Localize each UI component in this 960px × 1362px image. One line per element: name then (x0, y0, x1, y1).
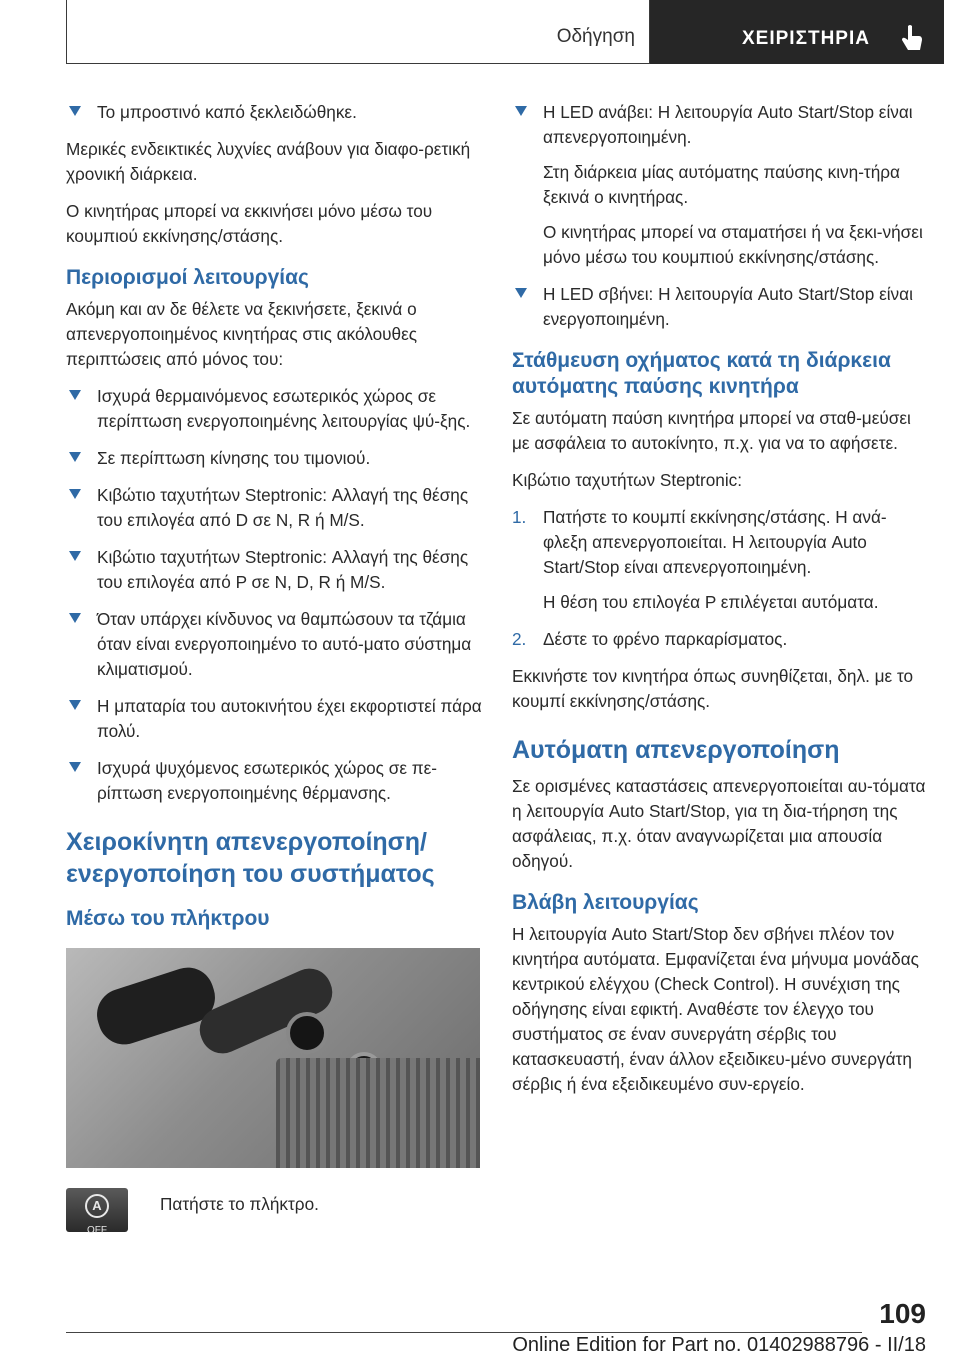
bullet-triangle-icon (515, 106, 527, 116)
page-number: 109 (879, 1298, 926, 1329)
heading-manual: Χειροκίνητη απενεργοποίηση/ ενεργοποίηση του συστήματος (66, 828, 435, 888)
paragraph: Η λειτουργία Auto Start/Stop δεν σβήνει πλέον τον κινητήρα αυτόματα. Εμφανίζεται ένα μήνυμα μονάδας κεντρικού ελέγχου (Check Control). Η συνέχιση της οδήγησης είναι εφικτή. Αναθέστε τον έλεγχο του συστήματος σε έναν συνεργάτη σέρβις του κατασκευαστή, έναν άλλον εξειδικευ‐μένο συνεργάτη σέρβις ή ένα εξειδικευμένο συν‐εργείο. (512, 924, 919, 1094)
bullet-triangle-icon (69, 762, 81, 772)
paragraph: Σε αυτόματη παύση κινητήρα μπορεί να σταθ‐μεύσει με ασφάλεια το αυτοκίνητο, π.χ. για να το αφήσετε. (512, 408, 911, 453)
paragraph: Ο κινητήρας μπορεί να εκκινήσει μόνο μέσω του κουμπιού εκκίνησης/στάσης. (66, 201, 433, 246)
list-item: Κιβώτιο ταχυτήτων Steptronic: Αλλαγή της θέσης του επιλογέα από P σε N, D, R ή M/S. (66, 545, 484, 595)
paragraph: Σε ορισμένες καταστάσεις απενεργοποιείται αυ‐τόματα η λειτουργία Auto Start/Stop, για τη δια‐τήρηση της ασφάλειας, π.χ. όταν αναγνωρίζεται μια απουσία οδηγού. (512, 776, 926, 871)
step-item: 1. Πατήστε το κουμπί εκκίνησης/στάσης. Η ανά‐φλεξη απενεργοποιείται. Η λειτουργία Auto Start/Stop είναι απενεργοποιημένη. Η θέση του επιλογέα P επιλέγεται αυτόματα. (512, 507, 887, 612)
list-item: Ισχυρά θερμαινόμενος εσωτερικός χώρος σε περίπτωση ενεργοποιημένης λειτουργίας ψύ‐ξης. (66, 384, 484, 434)
list-item: Η LED σβήνει: Η λειτουργία Auto Start/Stop είναι ενεργοποιημένη. (512, 282, 926, 332)
heading-auto-off: Αυτόματη απενεργοποίηση (512, 736, 840, 764)
hand-pointer-icon (898, 24, 926, 54)
list-item: Το μπροστινό καπό ξεκλειδώθηκε. (66, 100, 484, 125)
list-item: Όταν υπάρχει κίνδυνος να θαμπώσουν τα τζάμια όταν είναι ενεργοποιημένο το αυτό‐ματο σύστημα κλιματισμού. (66, 607, 484, 682)
heading-button: Μέσω του πλήκτρου (66, 907, 270, 930)
dashboard-photo (66, 948, 480, 1168)
bullet-triangle-icon (69, 452, 81, 462)
heading-fault: Βλάβη λειτουργίας (512, 891, 699, 914)
list-item: Η LED ανάβει: Η λειτουργία Auto Start/Stop είναι απενεργοποιημένη. Στη διάρκεια μίας αυτόματης παύσης κινη‐τήρα ξεκινά ο κινητήρας. Ο κινητήρας μπορεί να σταματήσει ή να ξεκι‐νήσει μόνο μέσω του κουμπιού εκκίνησης/στάσης. (512, 100, 926, 270)
bullet-triangle-icon (69, 551, 81, 561)
caption-text: Πατήστε το πλήκτρο. (160, 1194, 319, 1214)
list-item: Ισχυρά ψυχόμενος εσωτερικός χώρος σε πε‐ρίπτωση ενεργοποιημένης θέρμανσης. (66, 756, 484, 806)
bullet-triangle-icon (515, 288, 527, 298)
bullet-triangle-icon (69, 613, 81, 623)
right-column (512, 100, 926, 1109)
header-section: Οδήγηση (556, 26, 635, 47)
photo-air-vent (276, 1058, 480, 1168)
bullet-triangle-icon (69, 700, 81, 710)
step-item: 2. Δέστε το φρένο παρκαρίσματος. (512, 629, 788, 649)
caption-row (66, 1188, 484, 1236)
list-item: Κιβώτιο ταχυτήτων Steptronic: Αλλαγή της θέσης του επιλογέα από D σε N, R ή M/S. (66, 483, 484, 533)
auto-start-stop-off-icon: A OFF (66, 1188, 128, 1232)
paragraph: Μερικές ενδεικτικές λυχνίες ανάβουν για διαφο‐ρετική χρονική διάρκεια. (66, 139, 471, 184)
list-item: Σε περίπτωση κίνησης του τιμονιού. (66, 446, 484, 471)
footer-edition: Online Edition for Part no. 01402988796 - II/18 (512, 1334, 926, 1356)
paragraph: Ακόμη και αν δε θέλετε να ξεκινήσετε, ξεκινά ο απενεργοποιημένος κινητήρας στις ακόλουθες περιπτώσεις από μόνος του: (66, 299, 418, 369)
header-section-box (66, 0, 650, 64)
list-item: Η μπαταρία του αυτοκινήτου έχει εκφορτιστεί πάρα πολύ. (66, 694, 484, 744)
bullet-triangle-icon (69, 106, 81, 116)
paragraph: Κιβώτιο ταχυτήτων Steptronic: (512, 470, 743, 490)
bullet-triangle-icon (69, 390, 81, 400)
left-column (66, 100, 484, 1236)
paragraph: Εκκινήστε τον κινητήρα όπως συνηθίζεται, δηλ. με το κουμπί εκκίνησης/στάσης. (512, 666, 914, 711)
bullet-triangle-icon (69, 489, 81, 499)
header-chapter: ΧΕΙΡΙΣΤΗΡΙΑ (742, 28, 870, 49)
header-chapter-tab (650, 0, 944, 64)
heading-parking: Στάθμευση οχήματος κατά τη διάρκεια αυτόματης παύσης κινητήρα (512, 349, 891, 398)
footer-divider (66, 1332, 862, 1333)
heading-limits: Περιορισμοί λειτουργίας (66, 266, 309, 289)
photo-start-stop-button (286, 1012, 328, 1054)
